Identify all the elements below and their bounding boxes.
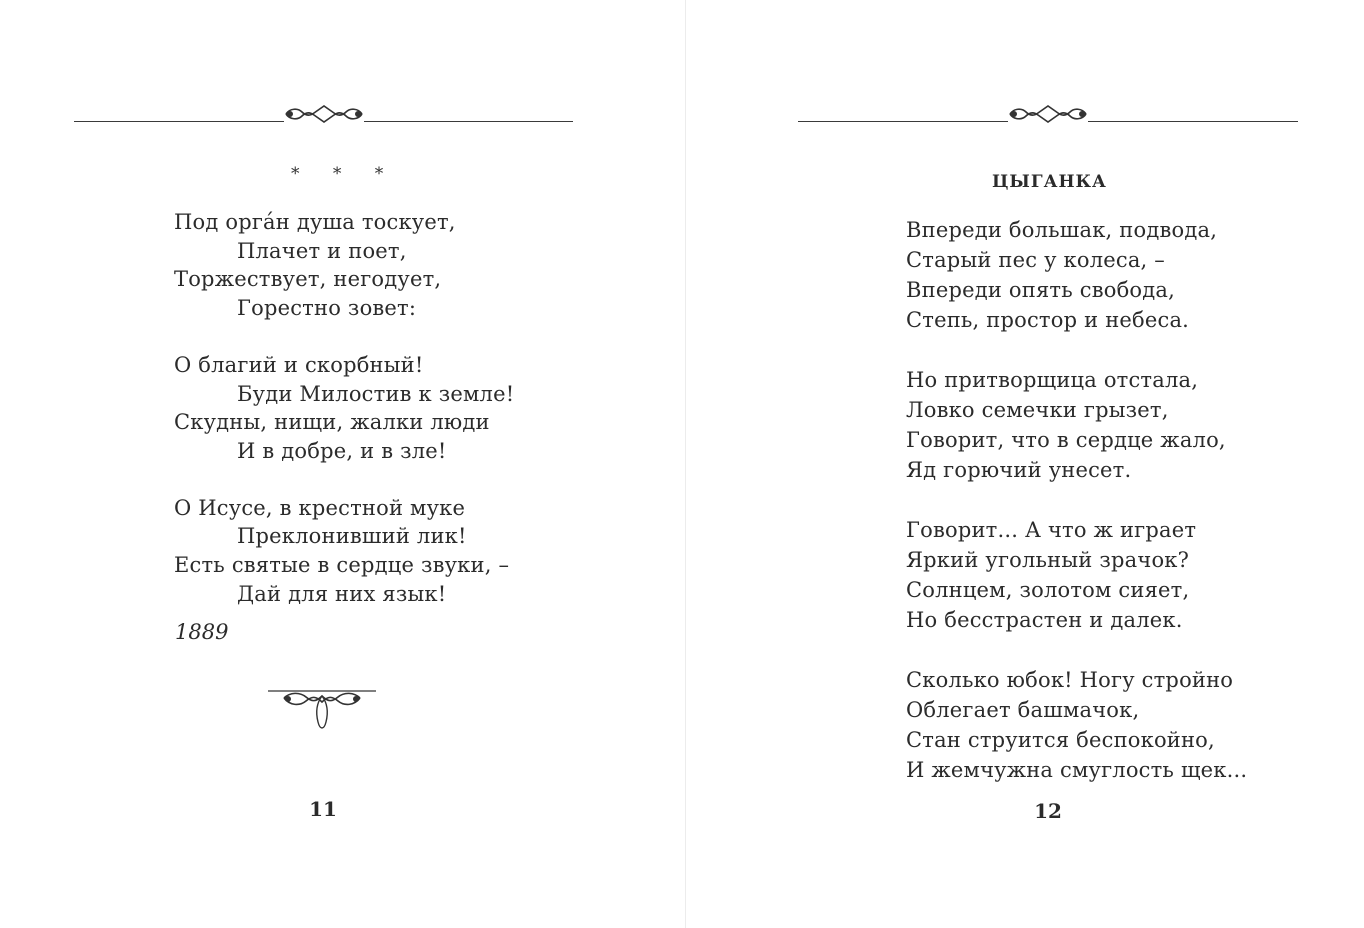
end-ornament-icon [266,684,378,732]
verse-line: Ловко семечки грызет, [906,398,1169,422]
stanza-break [174,323,514,351]
verse-line: Впереди большак, подвода, [906,218,1218,242]
stanza-break [174,466,514,494]
page-number: 12 [1034,799,1062,823]
poem-body [906,215,1247,785]
verse-line: О благий и скорбный! [174,352,424,377]
verse-line: И жемчужна смуглость щек... [906,758,1248,782]
verse-line: Старый пес у колеса, – [906,248,1165,272]
verse-line: Преклонивший лик! [237,524,467,549]
poem-body [174,208,514,608]
page-number: 11 [309,797,337,821]
verse-line: Облегает башмачок, [906,698,1140,722]
poem-title: ЦЫГАНКА [992,172,1107,192]
verse-line: Яд горючий унесет. [906,458,1132,482]
verse-line: Впереди опять свобода, [906,278,1175,302]
verse-line: Степь, простор и небеса. [906,308,1190,332]
verse-line: Есть святые в сердце звуки, – [174,553,510,578]
header-ornament-icon [1006,102,1090,126]
right-page [686,0,1364,928]
verse-line: Под орга́н душа тоскует, [174,210,456,234]
verse-line: Говорит, что в сердце жало, [906,428,1226,452]
verse-line: Буди Милостив к земле! [237,381,515,406]
header-ornament-icon [282,102,366,126]
verse-line: О Исусе, в крестной муке [174,495,466,520]
verse-line: Но бесстрастен и далек. [906,608,1183,632]
verse-line: Скудны, нищи, жалки люди [174,410,490,435]
verse-line: Солнцем, золотом сияет, [906,578,1190,602]
poem-year: 1889 [175,620,229,644]
stanza-break [906,635,1247,665]
stanza-break [906,335,1247,365]
verse-line: И в добре, и в зле! [237,438,447,463]
verse-line: Стан струится беспокойно, [906,728,1215,752]
verse-line: Яркий угольный зрачок? [906,548,1190,572]
verse-line: Говорит... А что ж играет [906,518,1197,542]
verse-line: Плачет и поет, [237,238,407,263]
section-mark: * * * [291,164,398,184]
stanza-break [906,485,1247,515]
verse-line: Горестно зовет: [237,296,417,321]
verse-line: Сколько юбок! Ногу стройно [906,668,1234,692]
verse-line: Дай для них язык! [237,581,447,606]
verse-line: Но притворщица отстала, [906,368,1199,392]
verse-line: Торжествует, негодует, [174,267,442,292]
